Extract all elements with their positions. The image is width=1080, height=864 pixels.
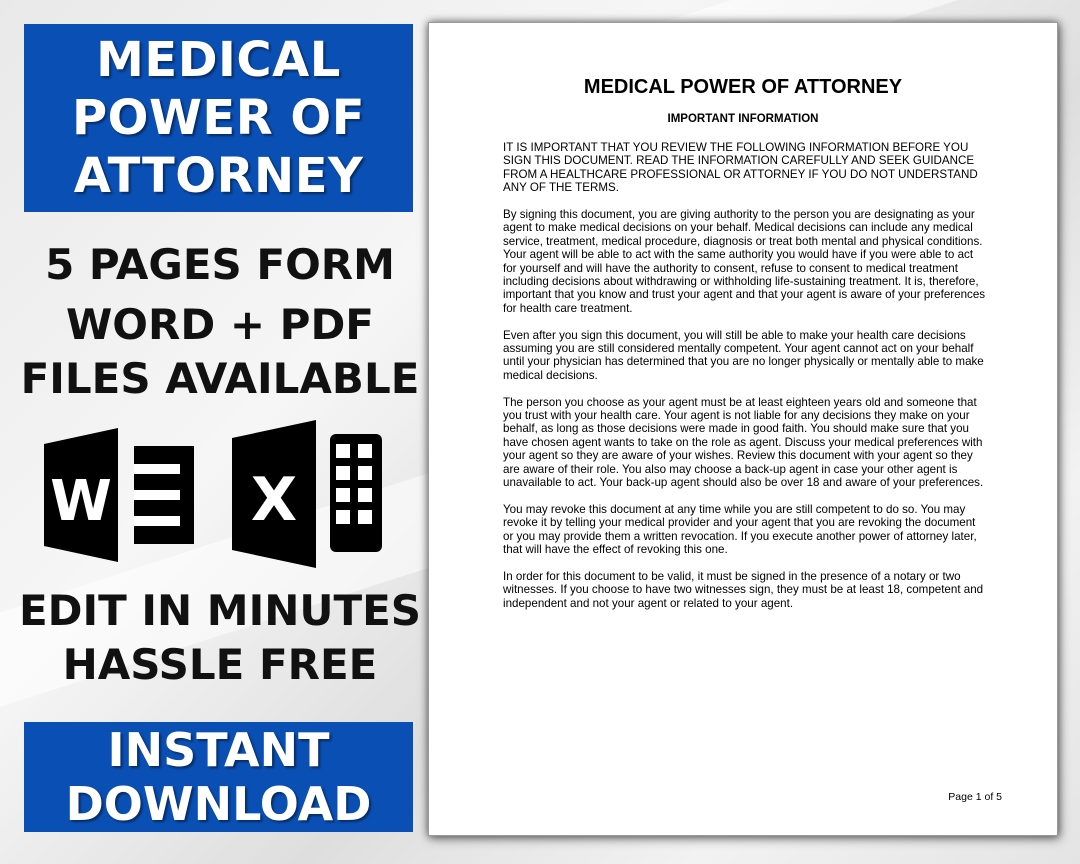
page-number: Page 1 of 5: [948, 791, 1002, 803]
document-paragraph: In order for this document to be valid, it must be signed in the presence of a notary or two witnesses. If you choose to have two witnesses sign, they must be at least 18, competent and independent and not your agent or related to your agent.: [503, 569, 984, 610]
word-icon: [44, 428, 194, 562]
tagline-line: HASSLE FREE: [62, 640, 378, 689]
title-line: MEDICAL: [96, 32, 341, 88]
title-line: POWER OF: [72, 90, 365, 146]
excel-icon: [232, 420, 382, 568]
title-line: ATTORNEY: [73, 148, 364, 204]
feature-line: WORD + PDF: [65, 300, 374, 349]
document-paragraph: You may revoke this document at any time while you are still competent to do so. You may revoke it by telling your medical provider and your agent that you are revoking the document or you may provide them a written revocation. If you execute another power of attorney later, that will have the effect of revoking this one.: [503, 502, 977, 557]
features-block: [10, 238, 430, 406]
tagline-line: EDIT IN MINUTES: [18, 586, 422, 635]
feature-line: FILES AVAILABLE: [20, 354, 420, 403]
download-line: INSTANT: [107, 723, 330, 777]
document-subtitle: IMPORTANT INFORMATION: [667, 113, 819, 125]
document-body: [503, 141, 987, 624]
svg-text:W: W: [50, 469, 112, 534]
document-paragraph: Even after you sign this document, you will still be able to make your health care decisions assuming you are still considered mentally competent. Your agent cannot act on your behalf until your physician has determined that you are no longer physically or mentally able to make medical decisions.: [503, 328, 984, 382]
tagline-block: [10, 584, 430, 692]
document-paragraph: The person you choose as your agent must be at least eighteen years old and someone that you trust with your health care. Your agent is not liable for any decisions they make on your behalf, as long as those decisions were made in good faith. You should make sure that you have chosen agent wants to take on the role as agent. Discuss your medical preferences with your agent so they are aware of your wishes. Review this document with your agent so they are aware of their role. You also may choose a back-up agent in case your other agent is unavailable to act. Your back-up agent should also be over 18 and aware of your preferences.: [503, 395, 984, 490]
svg-text:X: X: [250, 465, 298, 535]
document-paragraph: By signing this document, you are giving authority to the person you are designating as your agent to make medical decisions on your behalf. Medical decisions can include any medical service, treatment, medical procedure, diagnosis or treat both mental and physical conditions. Your agent will be able to act with the same authority you would have if you were able to act for yourself and will have the authority to consent, refuse to consent to medical treatment including decisions about withdrawing or withholding life-sustaining treatment. It is, therefore, important that you know and trust your agent and that your agent is aware of your preferences for health care treatment.: [503, 208, 986, 315]
download-banner: [24, 722, 413, 832]
document-paragraph: IT IS IMPORTANT THAT YOU REVIEW THE FOLLOWING INFORMATION BEFORE YOU SIGN THIS DOCUMENT. READ THE INFORMATION CAREFULLY AND SEEK GUIDANCE FROM A HEALTHCARE PROFESSIONAL OR ATTORNEY IF YOU DO NOT UNDERSTAND ANY OF THE TERMS.: [503, 141, 978, 195]
feature-line: 5 PAGES FORM: [45, 240, 395, 289]
download-line: DOWNLOAD: [65, 777, 372, 831]
document-page: [428, 22, 1058, 836]
document-title: MEDICAL POWER OF ATTORNEY: [583, 76, 903, 98]
title-banner: [24, 24, 413, 212]
